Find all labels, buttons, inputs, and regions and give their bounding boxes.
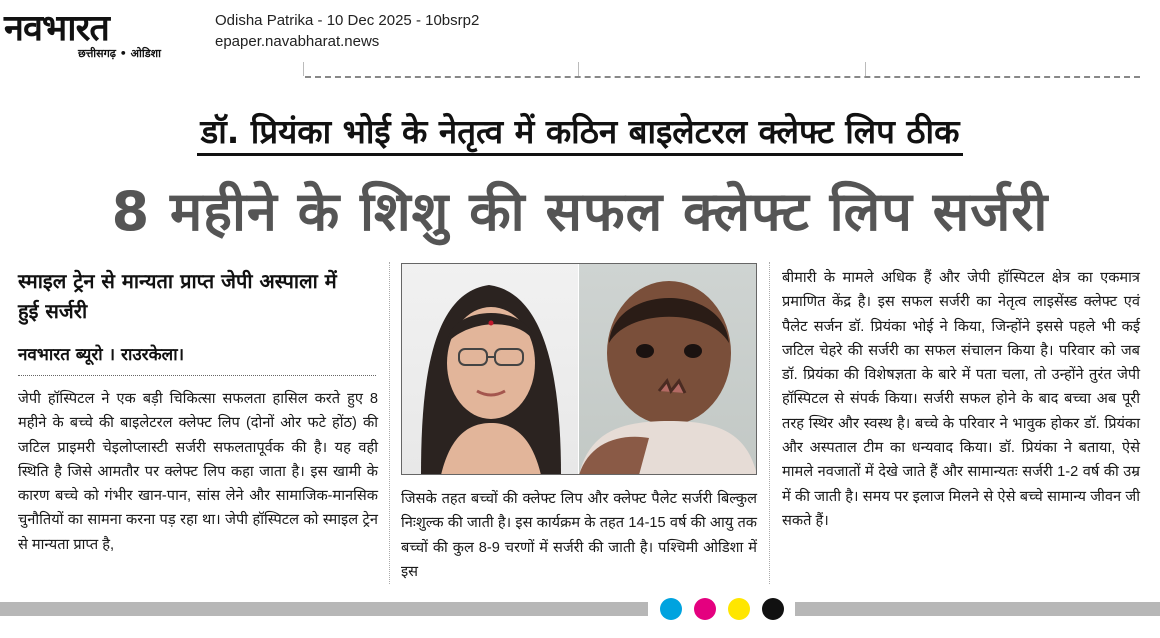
bottom-bar-left (0, 602, 648, 616)
byline-divider (18, 375, 376, 376)
masthead (0, 0, 200, 62)
article-column-2: जिसके तहत बच्चों की क्लेफ्ट लिप और क्लेफ्ट पैलेट सर्जरी बिल्कुल निःशुल्क की जाती है। इस कार्यक्रम के तहत 14-15 वर्ष की आयु तक बच्चों की कुल 8-9 चरणों में सर्जरी की जाती है। पश्चिमी ओडिशा में इस (401, 491, 757, 580)
black-registration-dot (762, 598, 784, 620)
kicker-text: डॉ. प्रियंका भोई के नेतृत्व में कठिन बाइलेटरल क्लेफ्ट लिप ठीक (197, 112, 964, 156)
section-divider (305, 76, 1140, 78)
article-headline: 8 महीने के शिशु की सफल क्लेफ्ट लिप सर्जरी (111, 180, 1049, 243)
photo-frame (401, 263, 757, 475)
magenta-registration-dot (694, 598, 716, 620)
edition-info: Odisha Patrika - 10 Dec 2025 - 10bsrp2 (215, 12, 480, 29)
article-byline: नवभारत ब्यूरो । राउरकेला। (18, 345, 185, 365)
yellow-registration-dot (728, 598, 750, 620)
column-separator (769, 262, 770, 584)
column-separator (389, 262, 390, 584)
article-deck: स्माइल ट्रेन से मान्यता प्राप्त जेपी अस्पाला में हुई सर्जरी (18, 269, 337, 323)
article-column-3: बीमारी के मामले अधिक हैं और जेपी हॉस्पिटल क्षेत्र का एकमात्र प्रमाणित केंद्र है। इस सफल सर्जरी का नेतृत्व लाइसेंस्ड क्लेफ्ट एवं पैलेट सर्जन डॉ. प्रियंका भोई ने किया, जिन्होंने इससे पहले भी कई जटिल चेहरे की सर्जरी का सफल संचालन किया है। परिवार को जब डॉ. प्रियंका की विशेषज्ञता के बारे में पता चला, तो उन्होंने तुरंत जेपी हॉस्पिटल से संपर्क किया। सर्जरी सफल होने के बाद बच्चा अब पूरी तरह स्थिर और स्वस्थ है। बच्चे के परिवार ने भावुक होकर डॉ. प्रियंका और अस्पताल टीम का धन्यवाद किया। डॉ. प्रियंका ने बताया, ऐसे मामले नवजातों में देखे जाते हैं और सामान्यतः सर्जरी 1-2 वर्ष की उम्र में की जाती है। समय पर इलाज मिलने से ऐसे बच्चे सामान्य जीवन जी सकते हैं। (782, 270, 1140, 529)
epaper-link[interactable]: epaper.navabharat.news (215, 33, 380, 50)
cyan-registration-dot (660, 598, 682, 620)
column-tick (578, 62, 579, 76)
column-tick (303, 62, 304, 76)
bottom-bar-right (795, 602, 1160, 616)
column-tick (865, 62, 866, 76)
newspaper-logo: नवभारत (4, 8, 109, 49)
article-column-1: जेपी हॉस्पिटल ने एक बड़ी चिकित्सा सफलता हासिल करते हुए 8 महीने के बच्चे की बाइलेटरल क्लेफ्ट लिप (दोनों ओर फटे होंठ) की जटिल प्राइमरी चेइलोप्लास्टी सर्जरी सफलतापूर्वक की है। यह वही स्थिति है जिसे आमतौर पर क्लेफ्ट लिप कहा जाता है। इस खामी के कारण बच्चे को गंभीर खान-पान, सांस लेने और सामाजिक-मानसिक चुनौतियों का सामना करना पड़ रहा था। जेपी हॉस्पिटल को स्माइल ट्रेन से मान्यता प्राप्त है, (18, 391, 378, 553)
kicker-line (0, 108, 1160, 153)
logo-subtitle: छत्तीसगढ़ • ओडिशा (78, 47, 161, 60)
